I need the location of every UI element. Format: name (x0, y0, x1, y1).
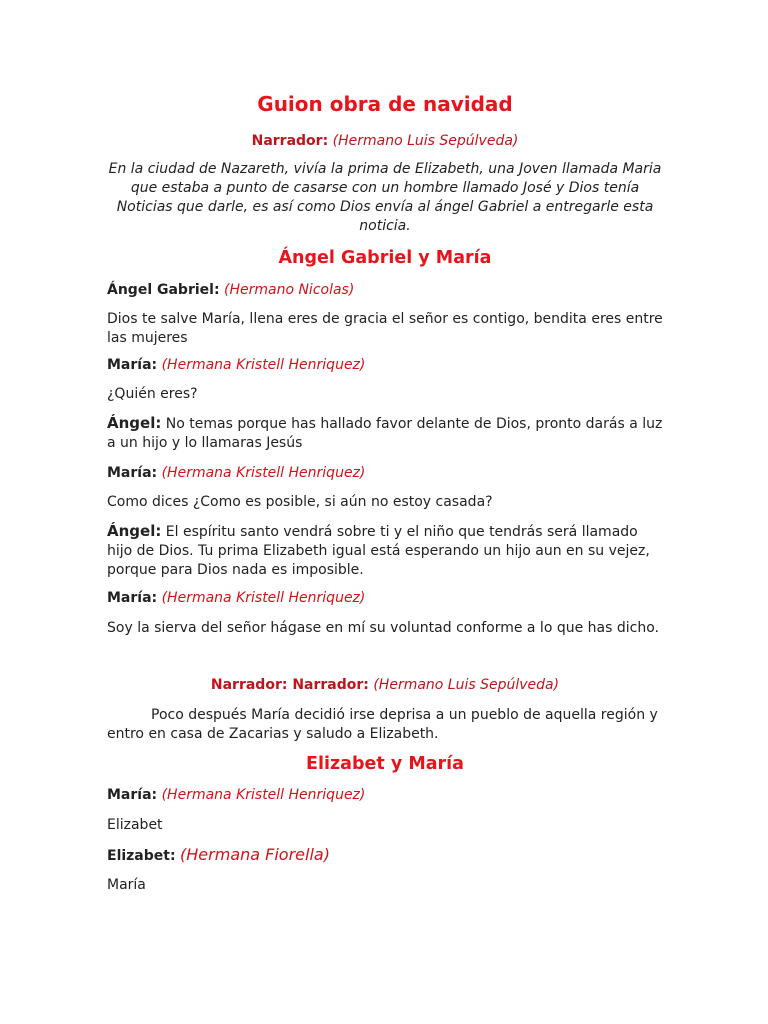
dialogue-text: Elizabet (107, 817, 163, 833)
speaker-actor: (Hermana Kristell Henriquez) (161, 590, 366, 606)
dialogue-text: No temas porque has hallado favor delante de Dios, pronto darás a luz a un hijo y lo llamaras Jesús (107, 416, 663, 451)
dialogue-paragraph (107, 414, 663, 453)
dialogue-text: El espíritu santo vendrá sobre ti y el niño que tendrás será llamado hijo de Dios. Tu prima Elizabeth igual está esperando un hijo aun en su vejez, porque para Dios nada es imposible. (107, 524, 650, 578)
speaker-actor: (Hermana Kristell Henriquez) (161, 787, 366, 803)
speaker-line (107, 357, 663, 373)
dialogue-text: ¿Quién eres? (107, 386, 198, 402)
speaker-name: Elizabet: (107, 848, 176, 864)
dialogue-text: Dios te salve María, llena eres de gracia el señor es contigo, bendita eres entre las mujeres (107, 311, 663, 346)
speaker-line (107, 590, 663, 606)
speaker-actor: (Hermana Fiorella) (180, 845, 330, 864)
dialogue-paragraph (107, 522, 663, 580)
speaker-actor: (Hermana Kristell Henriquez) (161, 357, 366, 373)
narrator-actor: (Hermano Luis Sepúlveda) (373, 677, 560, 693)
speaker-name: María: (107, 465, 158, 481)
dialogue-text: María (107, 877, 146, 893)
speaker-line (107, 282, 663, 298)
speaker-line (107, 845, 663, 864)
speaker-actor: (Hermano Nicolas) (224, 282, 355, 298)
speaker-line (107, 787, 663, 803)
intro-narrator-line (107, 133, 663, 149)
narrator-label: Narrador: Narrador: (210, 677, 369, 693)
narrator-actor: (Hermano Luis Sepúlveda) (332, 133, 519, 149)
dialogue-text: Como dices ¿Como es posible, si aún no estoy casada? (107, 494, 493, 510)
narration-text: Poco después María decidió irse deprisa a un pueblo de aquella región y entro en casa de Zacarias y saludo a Elizabeth. (107, 707, 658, 742)
intro-narration: En la ciudad de Nazareth, vivía la prima de Elizabeth, una Joven llamada Maria que estaba a punto de casarse con un hombre llamado José y Dios tenía Noticias que darle, es así como Dios envía al ángel Gabriel a entregarle esta noticia. (108, 161, 662, 234)
speaker-name: María: (107, 787, 158, 803)
narrator-label: Narrador: (251, 133, 329, 149)
section-title-angel-maria: Ángel Gabriel y María (278, 248, 492, 268)
speaker-line (107, 465, 663, 481)
speaker-name: María: (107, 357, 158, 373)
speaker-name: Ángel Gabriel: (107, 282, 220, 298)
section-title-elizabet-maria: Elizabet y María (306, 754, 464, 774)
speaker-actor: (Hermana Kristell Henriquez) (161, 465, 366, 481)
speaker-name: María: (107, 590, 158, 606)
speaker-name: Ángel: (107, 414, 162, 432)
narrator-line (107, 677, 663, 693)
speaker-name: Ángel: (107, 522, 162, 540)
dialogue-text: Soy la sierva del señor hágase en mí su voluntad conforme a lo que has dicho. (107, 620, 659, 636)
document-title: Guion obra de navidad (257, 92, 513, 116)
